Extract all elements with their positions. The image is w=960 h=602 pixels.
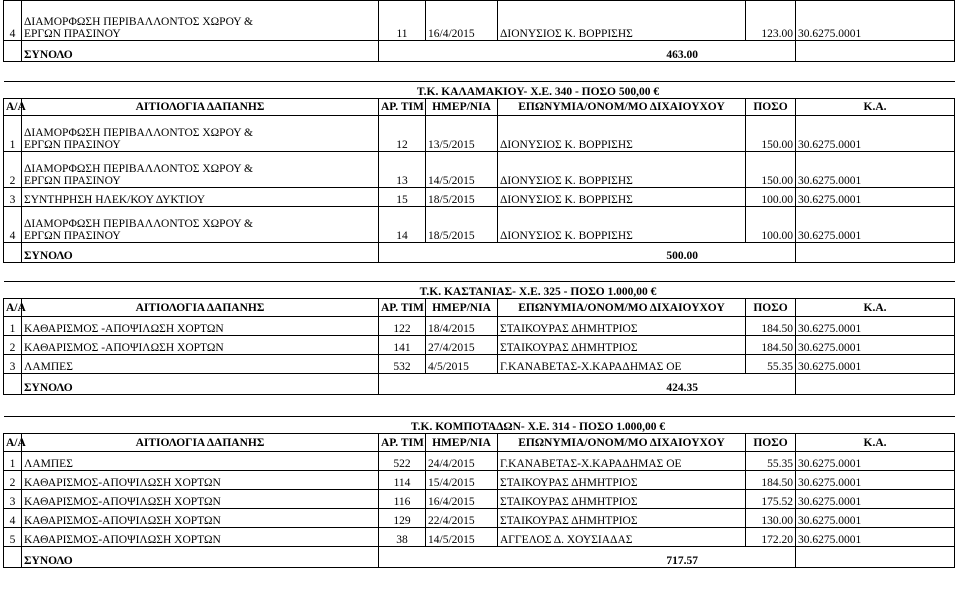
header-date: ΗΜΕΡ/ΝΙΑ — [426, 99, 498, 116]
row-amount: 184.50 — [746, 471, 796, 490]
row-date: 15/4/2015 — [426, 471, 498, 490]
row-ar-tim: 14 — [379, 207, 426, 243]
row-amount: 175.52 — [746, 490, 796, 509]
row-amount: 100.00 — [746, 207, 796, 243]
row-ar-tim: 38 — [379, 528, 426, 547]
header-aitiologia: ΑΙΤΙΟΛΟΓΙΑ ΔΑΠΑΝΗΣ — [22, 299, 379, 317]
header-aitiologia: ΑΙΤΙΟΛΟΓΙΑ ΔΑΠΑΝΗΣ — [22, 434, 379, 452]
header-ka: Κ.Α. — [796, 434, 955, 452]
row-beneficiary: ΑΓΓΕΛΟΣ Δ. ΧΟΥΣΙΑΔΑΣ — [498, 528, 746, 547]
row-amount: 100.00 — [746, 188, 796, 207]
row-aa: 2 — [4, 336, 22, 355]
table-row — [4, 188, 955, 207]
table-row — [4, 152, 955, 188]
row-ka: 30.6275.0001 — [796, 1, 955, 41]
row-beneficiary: ΣΤΑΙΚΟΥΡΑΣ ΔΗΜΗΤΡΙΟΣ — [498, 471, 746, 490]
row-aa: 3 — [4, 490, 22, 509]
row-description: ΚΑΘΑΡΙΣΜΟΣ-ΑΠΟΨΙΛΩΣΗ ΧΟΡΤΩΝ — [22, 471, 379, 490]
row-beneficiary: ΣΤΑΙΚΟΥΡΑΣ ΔΗΜΗΤΡΙΟΣ — [498, 509, 746, 528]
row-description: ΚΑΘΑΡΙΣΜΟΣ -ΑΠΟΨΙΛΩΣΗ ΧΟΡΤΩΝ — [22, 336, 379, 355]
row-beneficiary: ΣΤΑΙΚΟΥΡΑΣ ΔΗΜΗΤΡΙΟΣ — [498, 317, 746, 336]
row-beneficiary: ΔΙΟΝΥΣΙΟΣ Κ. ΒΟΡΡΙΣΗΣ — [498, 152, 746, 188]
table-row — [4, 1, 955, 41]
row-ar-tim: 522 — [379, 452, 426, 471]
row-aa: 1 — [4, 116, 22, 152]
row-description: ΛΑΜΠΕΣ — [22, 355, 379, 374]
row-ar-tim: 141 — [379, 336, 426, 355]
header-ka: Κ.Α. — [796, 99, 955, 116]
row-date: 4/5/2015 — [426, 355, 498, 374]
total-row — [4, 243, 955, 263]
table-row — [4, 509, 955, 528]
row-aa: 4 — [4, 1, 22, 41]
row-ka: 30.6275.0001 — [796, 317, 955, 336]
row-ka: 30.6275.0001 — [796, 207, 955, 243]
row-beneficiary: Γ.ΚΑΝΑΒΕΤΑΣ-Χ.ΚΑΡΑΔΗΜΑΣ ΟΕ — [498, 355, 746, 374]
row-ka: 30.6275.0001 — [796, 188, 955, 207]
total-amount: 717.57 — [379, 547, 796, 568]
row-amount: 123.00 — [746, 1, 796, 41]
total-label: ΣΥΝΟΛΟ — [22, 374, 379, 395]
row-amount: 55.35 — [746, 355, 796, 374]
row-description: ΚΑΘΑΡΙΣΜΟΣ-ΑΠΟΨΙΛΩΣΗ ΧΟΡΤΩΝ — [22, 528, 379, 547]
row-aa: 5 — [4, 528, 22, 547]
row-date: 27/4/2015 — [426, 336, 498, 355]
header-row — [4, 299, 955, 317]
row-ka: 30.6275.0001 — [796, 336, 955, 355]
header-ar-tim: ΑΡ. ΤΙΜ — [379, 434, 426, 452]
row-amount: 184.50 — [746, 336, 796, 355]
row-date: 14/5/2015 — [426, 152, 498, 188]
header-beneficiary: ΕΠΩΝΥΜΙΑ/ΟΝΟΜ/ΜΟ ΔΙΧΑΙΟΥΧΟΥ — [498, 299, 746, 317]
section-title: Τ.Κ. ΚΟΜΠΟΤΑΔΩΝ- Χ.Ε. 314 - ΠΟΣΟ 1.000,00 € — [410, 421, 666, 433]
row-ar-tim: 116 — [379, 490, 426, 509]
row-date: 13/5/2015 — [426, 116, 498, 152]
row-ka: 30.6275.0001 — [796, 452, 955, 471]
section-title: Τ.Κ. ΚΑΣΤΑΝΙΑΣ- Χ.Ε. 325 - ΠΟΣΟ 1.000,00 € — [419, 286, 657, 298]
row-description: ΔΙΑΜΟΡΦΩΣΗ ΠΕΡΙΒΑΛΛΟΝΤΟΣ ΧΩΡΟΥ & ΕΡΓΩΝ ΠΡΑΣΙΝΟΥ — [22, 152, 379, 188]
row-beneficiary: ΔΙΟΝΥΣΙΟΣ Κ. ΒΟΡΡΙΣΗΣ — [498, 1, 746, 41]
section-title: Τ.Κ. ΚΑΛΑΜΑΚΙΟΥ- Χ.Ε. 340 - ΠΟΣΟ 500,00 € — [416, 86, 660, 98]
row-aa: 3 — [4, 355, 22, 374]
row-date: 18/4/2015 — [426, 317, 498, 336]
row-ka: 30.6275.0001 — [796, 355, 955, 374]
header-beneficiary: ΕΠΩΝΥΜΙΑ/ΟΝΟΜ/ΜΟ ΔΙΧΑΙΟΥΧΟΥ — [498, 99, 746, 116]
header-aa: Α/Α — [4, 434, 22, 452]
header-aitiologia: ΑΙΤΙΟΛΟΓΙΑ ΔΑΠΑΝΗΣ — [22, 99, 379, 116]
header-ka: Κ.Α. — [796, 299, 955, 317]
row-ar-tim: 13 — [379, 152, 426, 188]
row-aa: 3 — [4, 188, 22, 207]
table-row — [4, 336, 955, 355]
row-date: 22/4/2015 — [426, 509, 498, 528]
row-date: 24/4/2015 — [426, 452, 498, 471]
header-date: ΗΜΕΡ/ΝΙΑ — [426, 434, 498, 452]
row-beneficiary: ΔΙΟΝΥΣΙΟΣ Κ. ΒΟΡΡΙΣΗΣ — [498, 207, 746, 243]
row-amount: 172.20 — [746, 528, 796, 547]
row-ka: 30.6275.0001 — [796, 116, 955, 152]
row-date: 14/5/2015 — [426, 528, 498, 547]
row-description: ΛΑΜΠΕΣ — [22, 452, 379, 471]
row-description: ΔΙΑΜΟΡΦΩΣΗ ΠΕΡΙΒΑΛΛΟΝΤΟΣ ΧΩΡΟΥ & ΕΡΓΩΝ ΠΡΑΣΙΝΟΥ — [22, 116, 379, 152]
table-row — [4, 528, 955, 547]
table-row — [4, 116, 955, 152]
row-amount: 150.00 — [746, 152, 796, 188]
header-amount: ΠΟΣΟ — [746, 299, 796, 317]
total-amount: 424.35 — [379, 374, 796, 395]
row-description: ΚΑΘΑΡΙΣΜΟΣ -ΑΠΟΨΙΛΩΣΗ ΧΟΡΤΩΝ — [22, 317, 379, 336]
table-row — [4, 355, 955, 374]
header-row — [4, 99, 955, 116]
row-ar-tim: 15 — [379, 188, 426, 207]
row-amount: 184.50 — [746, 317, 796, 336]
table-row — [4, 471, 955, 490]
header-aa: Α/Α — [4, 99, 22, 116]
total-row — [4, 374, 955, 395]
row-beneficiary: ΣΤΑΙΚΟΥΡΑΣ ΔΗΜΗΤΡΙΟΣ — [498, 490, 746, 509]
row-beneficiary: ΔΙΟΝΥΣΙΟΣ Κ. ΒΟΡΡΙΣΗΣ — [498, 116, 746, 152]
row-amount: 150.00 — [746, 116, 796, 152]
row-beneficiary: ΔΙΟΝΥΣΙΟΣ Κ. ΒΟΡΡΙΣΗΣ — [498, 188, 746, 207]
total-label: ΣΥΝΟΛΟ — [22, 547, 379, 568]
total-amount: 500.00 — [379, 243, 796, 263]
header-amount: ΠΟΣΟ — [746, 434, 796, 452]
row-amount: 130.00 — [746, 509, 796, 528]
header-date: ΗΜΕΡ/ΝΙΑ — [426, 299, 498, 317]
row-date: 16/4/2015 — [426, 490, 498, 509]
row-beneficiary: ΣΤΑΙΚΟΥΡΑΣ ΔΗΜΗΤΡΙΟΣ — [498, 336, 746, 355]
row-ka: 30.6275.0001 — [796, 152, 955, 188]
header-ar-tim: ΑΡ. ΤΙΜ — [379, 299, 426, 317]
table-row — [4, 490, 955, 509]
total-row — [4, 41, 955, 62]
header-beneficiary: ΕΠΩΝΥΜΙΑ/ΟΝΟΜ/ΜΟ ΔΙΧΑΙΟΥΧΟΥ — [498, 434, 746, 452]
header-aa: Α/Α — [4, 299, 22, 317]
row-aa: 2 — [4, 471, 22, 490]
row-aa: 4 — [4, 509, 22, 528]
row-ar-tim: 122 — [379, 317, 426, 336]
row-aa: 4 — [4, 207, 22, 243]
row-ar-tim: 129 — [379, 509, 426, 528]
row-date: 16/4/2015 — [426, 1, 498, 41]
table-row — [4, 452, 955, 471]
row-date: 18/5/2015 — [426, 207, 498, 243]
row-beneficiary: Γ.ΚΑΝΑΒΕΤΑΣ-Χ.ΚΑΡΑΔΗΜΑΣ ΟΕ — [498, 452, 746, 471]
row-ka: 30.6275.0001 — [796, 471, 955, 490]
total-row — [4, 547, 955, 568]
table-row — [4, 207, 955, 243]
row-aa: 1 — [4, 317, 22, 336]
row-aa: 1 — [4, 452, 22, 471]
row-description: ΚΑΘΑΡΙΣΜΟΣ-ΑΠΟΨΙΛΩΣΗ ΧΟΡΤΩΝ — [22, 509, 379, 528]
row-ka: 30.6275.0001 — [796, 528, 955, 547]
row-ar-tim: 114 — [379, 471, 426, 490]
total-label: ΣΥΝΟΛΟ — [22, 41, 379, 62]
row-aa: 2 — [4, 152, 22, 188]
row-description: ΣΥΝΤΗΡΗΣΗ ΗΛΕΚ/ΚΟΥ ΔΥΚΤΙΟΥ — [22, 188, 379, 207]
row-ar-tim: 12 — [379, 116, 426, 152]
row-amount: 55.35 — [746, 452, 796, 471]
table-row — [4, 317, 955, 336]
row-description: ΚΑΘΑΡΙΣΜΟΣ-ΑΠΟΨΙΛΩΣΗ ΧΟΡΤΩΝ — [22, 490, 379, 509]
header-row — [4, 434, 955, 452]
row-date: 18/5/2015 — [426, 188, 498, 207]
header-ar-tim: ΑΡ. ΤΙΜ — [379, 99, 426, 116]
total-label: ΣΥΝΟΛΟ — [22, 243, 379, 263]
row-ar-tim: 11 — [379, 1, 426, 41]
total-amount: 463.00 — [379, 41, 796, 62]
header-amount: ΠΟΣΟ — [746, 99, 796, 116]
expenses-table — [3, 0, 955, 568]
row-ka: 30.6275.0001 — [796, 509, 955, 528]
row-description: ΔΙΑΜΟΡΦΩΣΗ ΠΕΡΙΒΑΛΛΟΝΤΟΣ ΧΩΡΟΥ & ΕΡΓΩΝ ΠΡΑΣΙΝΟΥ — [22, 207, 379, 243]
row-ar-tim: 532 — [379, 355, 426, 374]
row-ka: 30.6275.0001 — [796, 490, 955, 509]
row-description: ΔΙΑΜΟΡΦΩΣΗ ΠΕΡΙΒΑΛΛΟΝΤΟΣ ΧΩΡΟΥ & ΕΡΓΩΝ ΠΡΑΣΙΝΟΥ — [22, 1, 379, 41]
